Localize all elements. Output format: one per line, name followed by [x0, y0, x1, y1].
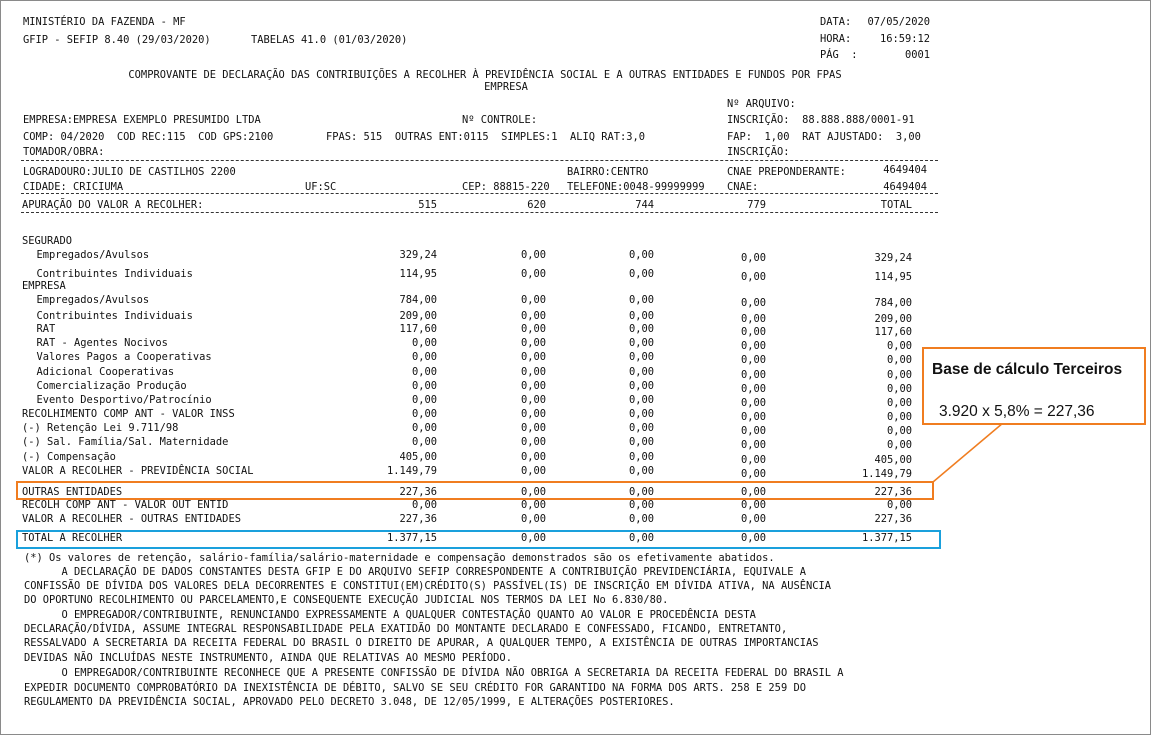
table-cell-value: 0,00 — [520, 532, 546, 544]
footer-line: DO OPORTUNO RECOLHIMENTO OU PARCELAMENTO,E CONSEQUENTE EXECUÇÃO JUDICIAL NOS TERMOS DA LEI No 6.830/80. — [24, 594, 669, 606]
table-cell-value: 0,00 — [411, 380, 437, 392]
table-cell-value: 227,36 — [399, 486, 437, 498]
table-row-label: VALOR A RECOLHER - PREVIDÊNCIA SOCIAL — [22, 465, 254, 477]
table-cell-value: 0,00 — [520, 499, 546, 511]
total-a-recolher-highlight — [16, 530, 941, 549]
inscricao2-label: INSCRIÇÃO: — [727, 146, 790, 158]
table-row-label: (-) Sal. Família/Sal. Maternidade — [22, 436, 229, 448]
table-cell-value: 0,00 — [740, 383, 766, 395]
table-cell-value: 0,00 — [520, 337, 546, 349]
table-cell-value: 0,00 — [740, 252, 766, 264]
pag-value: 0001 — [904, 49, 930, 61]
table-cell-value: 0,00 — [886, 354, 912, 366]
table-header-col: 779 — [747, 199, 766, 211]
cep-line: CEP: 88815-220 — [462, 181, 550, 193]
ministerio-label: MINISTÉRIO DA FAZENDA - MF — [23, 16, 186, 28]
table-cell-value: 114,95 — [399, 268, 437, 280]
calculation-callout — [922, 347, 1146, 425]
table-row-label: Evento Desportivo/Patrocínio — [24, 394, 212, 406]
uf-line: UF:SC — [305, 181, 337, 193]
table-cell-value: 0,00 — [520, 436, 546, 448]
table-cell-value: 0,00 — [740, 340, 766, 352]
cidade-line: CIDADE: CRICIUMA — [23, 181, 124, 193]
table-cell-value: 0,00 — [740, 425, 766, 437]
telefone-line: TELEFONE:0048-99999999 — [567, 181, 705, 193]
table-cell-value: 209,00 — [399, 310, 437, 322]
table-row-label: EMPRESA — [22, 280, 66, 292]
cnae-preponderante-value: 4649404 — [883, 164, 927, 176]
table-cell-value: 784,00 — [399, 294, 437, 306]
table-header-label: APURAÇÃO DO VALOR A RECOLHER: — [22, 199, 204, 211]
table-row-label: RECOLH COMP ANT - VALOR OUT ENTID — [22, 499, 229, 511]
table-cell-value: 0,00 — [740, 532, 766, 544]
table-row-label: (-) Compensação — [22, 451, 116, 463]
fpas-line: FPAS: 515 OUTRAS ENT:0115 SIMPLES:1 ALIQ RAT:3,0 — [326, 131, 646, 143]
table-cell-value: 0,00 — [886, 340, 912, 352]
footer-line: CONFISSÃO DE DÍVIDA DOS VALORES DELA DECORRENTES E CONSTITUI(EM)CRÉDITO(S) PASSÍVEL(IS) DE INSCRIÇÃO EM DÍVIDA ATIVA, NA AUSÊNCIA — [24, 580, 831, 592]
table-cell-value: 0,00 — [520, 394, 546, 406]
table-cell-value: 0,00 — [628, 486, 654, 498]
footer-line: O EMPREGADOR/CONTRIBUINTE, RENUNCIANDO EXPRESSAMENTE A QUALQUER CONTESTAÇÃO QUANTO AO VALOR E PROCEDÊNCIA DESTA — [24, 609, 756, 621]
table-cell-value: 0,00 — [628, 323, 654, 335]
table-row-label: Comercialização Produção — [24, 380, 187, 392]
table-cell-value: 0,00 — [411, 394, 437, 406]
table-row-label: Contribuintes Individuais — [24, 268, 193, 280]
table-cell-value: 1.149,79 — [861, 468, 912, 480]
table-cell-value: 0,00 — [628, 436, 654, 448]
table-cell-value: 0,00 — [628, 268, 654, 280]
table-cell-value: 0,00 — [740, 513, 766, 525]
table-row-label: (-) Retenção Lei 9.711/98 — [22, 422, 179, 434]
table-cell-value: 0,00 — [740, 499, 766, 511]
outras-entidades-highlight — [16, 481, 934, 500]
sistema-label: GFIP - SEFIP 8.40 (29/03/2020) — [23, 34, 211, 46]
table-cell-value: 1.377,15 — [386, 532, 437, 544]
table-cell-value: 0,00 — [411, 422, 437, 434]
table-cell-value: 0,00 — [740, 297, 766, 309]
table-cell-value: 0,00 — [740, 313, 766, 325]
table-header-col: 620 — [527, 199, 546, 211]
table-cell-value: 0,00 — [886, 397, 912, 409]
table-cell-value: 0,00 — [628, 366, 654, 378]
table-cell-value: 0,00 — [520, 408, 546, 420]
table-cell-value: 0,00 — [411, 337, 437, 349]
table-cell-value: 0,00 — [520, 249, 546, 261]
cnae-value: 4649404 — [883, 181, 927, 193]
table-cell-value: 0,00 — [628, 394, 654, 406]
tomador-label: TOMADOR/OBRA: — [23, 146, 105, 158]
table-cell-value: 0,00 — [520, 323, 546, 335]
table-cell-value: 114,95 — [874, 271, 912, 283]
table-cell-value: 0,00 — [740, 468, 766, 480]
table-cell-value: 0,00 — [740, 326, 766, 338]
table-cell-value: 0,00 — [520, 465, 546, 477]
fap-line: FAP: 1,00 RAT AJUSTADO: 3,00 — [727, 131, 921, 143]
table-row-label: Adicional Cooperativas — [24, 366, 175, 378]
table-cell-value: 0,00 — [886, 411, 912, 423]
table-header-col: TOTAL — [880, 199, 912, 211]
tabelas-label: TABELAS 41.0 (01/03/2020) — [251, 34, 408, 46]
table-row-label: RECOLHIMENTO COMP ANT - VALOR INSS — [22, 408, 235, 420]
table-cell-value: 329,24 — [399, 249, 437, 261]
table-row-label: TOTAL A RECOLHER — [22, 532, 123, 544]
table-cell-value: 0,00 — [886, 383, 912, 395]
bairro-line: BAIRRO:CENTRO — [567, 166, 649, 178]
table-cell-value: 0,00 — [628, 294, 654, 306]
table-cell-value: 405,00 — [874, 454, 912, 466]
table-row-label: OUTRAS ENTIDADES — [22, 486, 123, 498]
inscricao-value: INSCRIÇÃO: 88.888.888/0001-91 — [727, 114, 915, 126]
empresa-name: EMPRESA:EMPRESA EXEMPLO PRESUMIDO LTDA — [23, 114, 261, 126]
table-cell-value: 0,00 — [628, 451, 654, 463]
table-cell-value: 0,00 — [520, 513, 546, 525]
table-cell-value: 0,00 — [411, 499, 437, 511]
table-cell-value: 0,00 — [628, 513, 654, 525]
table-cell-value: 0,00 — [520, 294, 546, 306]
table-cell-value: 0,00 — [886, 439, 912, 451]
table-cell-value: 0,00 — [628, 351, 654, 363]
divider — [21, 193, 938, 194]
table-cell-value: 0,00 — [886, 425, 912, 437]
table-cell-value: 0,00 — [520, 310, 546, 322]
table-row-label: SEGURADO — [22, 235, 73, 247]
logradouro-line: LOGRADOURO:JULIO DE CASTILHOS 2200 — [23, 166, 236, 178]
table-cell-value: 227,36 — [874, 486, 912, 498]
footer-line: REGULAMENTO DA PREVIDÊNCIA SOCIAL, APROVADO PELO DECRETO 3.048, DE 12/05/1999, E ALTERAÇÕES POSTERIORES. — [24, 696, 675, 708]
callout-title: Base de cálculo Terceiros — [932, 361, 1123, 378]
table-row-label: Empregados/Avulsos — [24, 294, 150, 306]
table-cell-value: 1.377,15 — [861, 532, 912, 544]
table-cell-value: 0,00 — [628, 465, 654, 477]
document-title: COMPROVANTE DE DECLARAÇÃO DAS CONTRIBUIÇÕES A RECOLHER À PREVIDÊNCIA SOCIAL E A OUTRAS ENTIDADES E FUNDOS POR FPAS — [128, 69, 842, 81]
table-header-col: 515 — [418, 199, 437, 211]
table-cell-value: 117,60 — [399, 323, 437, 335]
table-cell-value: 0,00 — [411, 436, 437, 448]
table-cell-value: 0,00 — [628, 310, 654, 322]
table-cell-value: 0,00 — [520, 268, 546, 280]
table-cell-value: 0,00 — [740, 271, 766, 283]
table-cell-value: 0,00 — [628, 380, 654, 392]
table-cell-value: 784,00 — [874, 297, 912, 309]
divider — [21, 160, 938, 161]
table-cell-value: 405,00 — [399, 451, 437, 463]
table-row-label: Valores Pagos a Cooperativas — [24, 351, 212, 363]
table-cell-value: 0,00 — [411, 366, 437, 378]
footer-line: (*) Os valores de retenção, salário-família/salário-maternidade e compensação demonstrados são os efetivamente abatidos. — [24, 552, 775, 564]
cnae-label: CNAE: — [727, 181, 759, 193]
table-cell-value: 0,00 — [628, 249, 654, 261]
controle-label: Nº CONTROLE: — [462, 114, 538, 126]
data-label: DATA: — [820, 16, 852, 28]
table-cell-value: 0,00 — [740, 439, 766, 451]
table-row-label: Empregados/Avulsos — [24, 249, 150, 261]
table-cell-value: 227,36 — [399, 513, 437, 525]
footer-line: O EMPREGADOR/CONTRIBUINTE RECONHECE QUE A PRESENTE CONFISSÃO DE DÍVIDA NÃO OBRIGA A SECRETARIA DA RECEITA FEDERAL DO BRASIL A — [24, 667, 844, 679]
arquivo-label: Nº ARQUIVO: — [727, 98, 796, 110]
table-cell-value: 0,00 — [520, 366, 546, 378]
footer-line: EXPEDIR DOCUMENTO COMPROBATÓRIO DA INEXISTÊNCIA DE DÉBITO, SALVO SE SEU CRÉDITO FOR GARANTIDO NA FORMA DOS ARTS. 258 E 259 DO — [24, 682, 806, 694]
table-cell-value: 0,00 — [628, 422, 654, 434]
table-cell-value: 209,00 — [874, 313, 912, 325]
hora-value: 16:59:12 — [879, 33, 930, 45]
cnae-preponderante-label: CNAE PREPONDERANTE: — [727, 166, 846, 178]
table-cell-value: 0,00 — [520, 422, 546, 434]
table-header-col: 744 — [635, 199, 654, 211]
table-cell-value: 0,00 — [520, 451, 546, 463]
table-cell-value: 1.149,79 — [386, 465, 437, 477]
pag-label: PÁG : — [820, 49, 858, 61]
table-cell-value: 0,00 — [740, 454, 766, 466]
footer-line: DECLARAÇÃO/DÍVIDA, ASSUME INTEGRAL RESPONSABILIDADE PELA EXATIDÃO DO MONTANTE DECLARADO E CONFESSADO, FICANDO, ENTRETANTO, — [24, 623, 788, 635]
hora-label: HORA: — [820, 33, 852, 45]
table-cell-value: 0,00 — [628, 532, 654, 544]
table-cell-value: 0,00 — [886, 369, 912, 381]
table-cell-value: 0,00 — [740, 397, 766, 409]
table-cell-value: 0,00 — [411, 408, 437, 420]
table-row-label: VALOR A RECOLHER - OUTRAS ENTIDADES — [22, 513, 241, 525]
table-cell-value: 227,36 — [874, 513, 912, 525]
data-value: 07/05/2020 — [867, 16, 930, 28]
table-cell-value: 0,00 — [628, 337, 654, 349]
table-cell-value: 0,00 — [740, 369, 766, 381]
table-cell-value: 0,00 — [740, 411, 766, 423]
table-cell-value: 0,00 — [628, 499, 654, 511]
document-subtitle: EMPRESA — [484, 81, 528, 93]
table-cell-value: 0,00 — [740, 354, 766, 366]
table-cell-value: 0,00 — [628, 408, 654, 420]
table-cell-value: 0,00 — [520, 351, 546, 363]
table-row-label: RAT — [24, 323, 56, 335]
table-cell-value: 0,00 — [520, 486, 546, 498]
footer-line: RESSALVADO A SECRETARIA DA RECEITA FEDERAL DO BRASIL O DIREITO DE APURAR, A QUALQUER TEMPO, A EXISTÊNCIA DE OUTRAS IMPORTANCIAS — [24, 637, 819, 649]
comp-line: COMP: 04/2020 COD REC:115 COD GPS:2100 — [23, 131, 274, 143]
table-row-label: RAT - Agentes Nocivos — [24, 337, 168, 349]
footer-line: A DECLARAÇÃO DE DADOS CONSTANTES DESTA GFIP E DO ARQUIVO SEFIP CORRESPONDENTE A CONTRIBUIÇÃO PREVIDENCIÁRIA, EQUIVALE A — [24, 566, 806, 578]
table-cell-value: 0,00 — [520, 380, 546, 392]
table-cell-value: 0,00 — [886, 499, 912, 511]
table-cell-value: 0,00 — [740, 486, 766, 498]
footer-line: DEVIDAS NÃO INCLUÍDAS NESTE INSTRUMENTO, AINDA QUE RELATIVAS AO MESMO PERÍODO. — [24, 652, 512, 664]
table-row-label: Contribuintes Individuais — [24, 310, 193, 322]
table-cell-value: 117,60 — [874, 326, 912, 338]
table-cell-value: 329,24 — [874, 252, 912, 264]
divider — [21, 212, 938, 213]
table-cell-value: 0,00 — [411, 351, 437, 363]
callout-formula: 3.920 x 5,8% = 227,36 — [939, 403, 1095, 420]
